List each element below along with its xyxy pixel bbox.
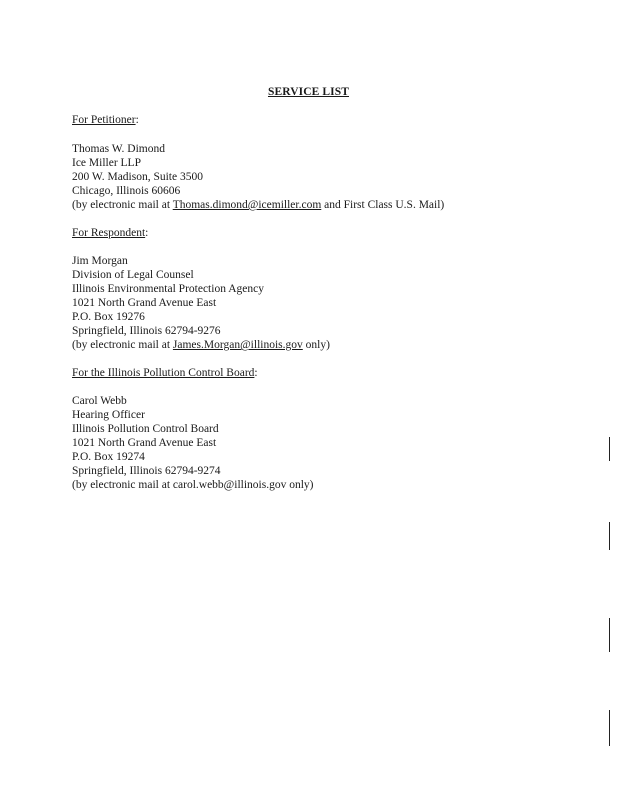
board-officer-title: Hearing Officer: [72, 409, 145, 421]
board-name: Illinois Pollution Control Board: [72, 423, 219, 435]
petitioner-service-suffix: and First Class U.S. Mail): [321, 199, 445, 211]
respondent-agency: Illinois Environmental Protection Agency: [72, 283, 264, 295]
margin-mark: [609, 618, 610, 652]
respondent-po-box: P.O. Box 19276: [72, 311, 145, 323]
petitioner-name: Thomas W. Dimond: [72, 143, 165, 155]
petitioner-heading-block: [72, 113, 139, 127]
board-heading: For the Illinois Pollution Control Board: [72, 367, 255, 379]
respondent-service-suffix: only): [302, 339, 330, 351]
respondent-city: Springfield, Illinois 62794-9276: [72, 325, 221, 337]
respondent-heading-block: [72, 226, 148, 240]
petitioner-address-block: [72, 142, 444, 212]
petitioner-firm: Ice Miller LLP: [72, 157, 141, 169]
respondent-service-line: [72, 338, 330, 352]
page-title: SERVICE LIST: [267, 86, 349, 98]
board-heading-block: [72, 366, 258, 380]
respondent-name: Jim Morgan: [72, 255, 128, 267]
petitioner-email-link[interactable]: Thomas.dimond@icemiller.com: [172, 199, 322, 211]
board-po-box: P.O. Box 19274: [72, 451, 145, 463]
respondent-email-link[interactable]: James.Morgan@illinois.gov: [172, 339, 303, 351]
petitioner-service-prefix: (by electronic mail at: [72, 199, 173, 211]
petitioner-heading-colon: :: [135, 114, 139, 126]
board-city: Springfield, Illinois 62794-9274: [72, 465, 221, 477]
petitioner-heading: For Petitioner: [72, 114, 136, 126]
respondent-heading-colon: :: [145, 227, 149, 239]
board-street: 1021 North Grand Avenue East: [72, 437, 217, 449]
petitioner-service-line: [72, 198, 444, 212]
respondent-street: 1021 North Grand Avenue East: [72, 297, 217, 309]
margin-mark: [609, 522, 610, 550]
board-officer-name: Carol Webb: [72, 395, 127, 407]
petitioner-city: Chicago, Illinois 60606: [72, 185, 181, 197]
margin-mark: [609, 710, 610, 746]
board-heading-colon: :: [254, 367, 258, 379]
margin-mark: [609, 437, 610, 461]
board-service-line: (by electronic mail at carol.webb@illinois.gov only): [72, 479, 314, 491]
board-address-block: [72, 394, 313, 492]
respondent-division: Division of Legal Counsel: [72, 269, 194, 281]
respondent-service-prefix: (by electronic mail at: [72, 339, 173, 351]
petitioner-street: 200 W. Madison, Suite 3500: [72, 171, 203, 183]
respondent-heading: For Respondent: [72, 227, 146, 239]
respondent-address-block: [72, 254, 330, 352]
